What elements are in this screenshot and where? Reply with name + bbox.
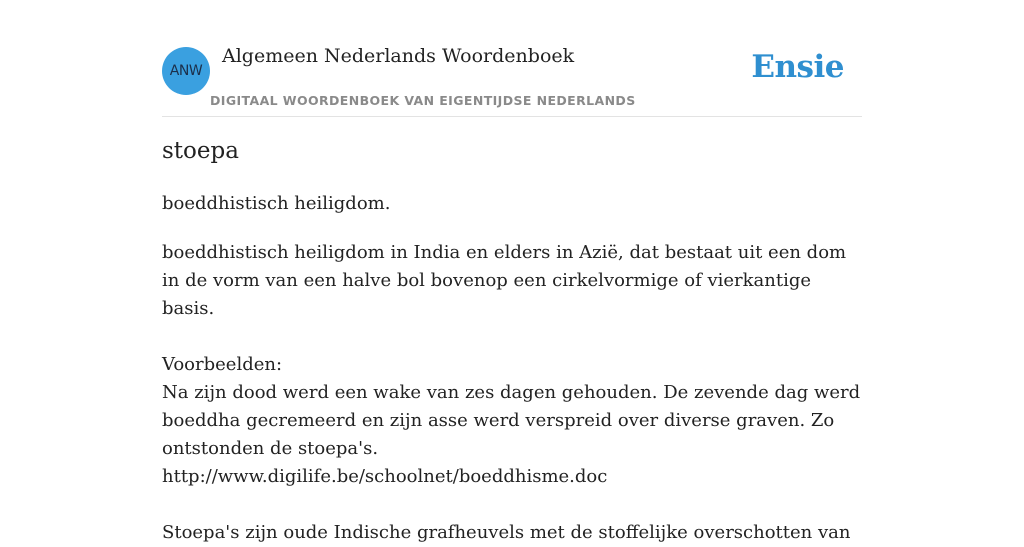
page-container <box>162 0 862 543</box>
site-title[interactable]: Algemeen Nederlands Woordenboek <box>222 45 575 67</box>
example-text: Stoepa's zijn oude Indische grafheuvels met de stoffelijke overschotten van <box>162 522 851 543</box>
entry-headword: stoepa <box>162 138 239 164</box>
ensie-logo[interactable]: Ensie <box>751 49 844 85</box>
site-header <box>162 0 862 117</box>
anw-logo[interactable]: ANW <box>162 47 210 95</box>
entry-definition: boeddhistisch heiligdom in India en elders in Azië, dat bestaat uit een dom in de vorm van een halve bol bovenop een cirkelvormige of vierkantige basis. <box>162 242 847 319</box>
example-text: Na zijn dood werd een wake van zes dagen gehouden. De zevende dag werd boeddha gecremeerd en zijn asse werd verspreid over diverse graven. Zo ontstonden de stoepa's. <box>162 382 861 459</box>
site-subtitle: DIGITAAL WOORDENBOEK VAN EIGENTIJDSE NEDERLANDS <box>210 93 636 108</box>
entry-body <box>162 239 862 547</box>
entry-short-definition: boeddhistisch heiligdom. <box>162 193 391 214</box>
examples-label: Voorbeelden: <box>162 354 283 375</box>
spacer <box>162 491 862 519</box>
spacer <box>162 323 862 351</box>
example-source: http://www.digilife.be/schoolnet/boeddhisme.doc <box>162 466 608 487</box>
